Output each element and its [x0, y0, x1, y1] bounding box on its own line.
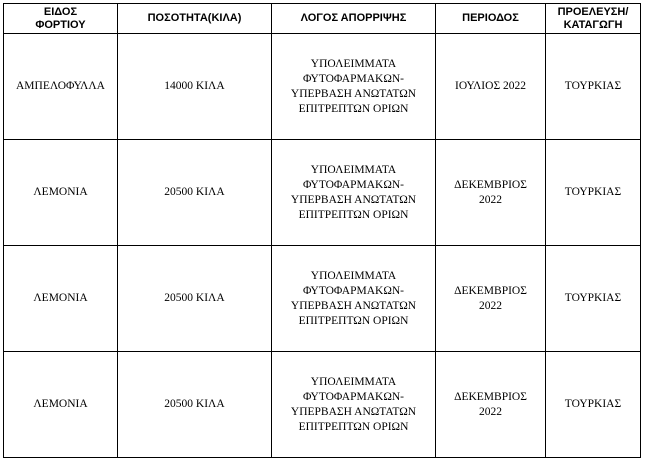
origin-cell: ΤΟΥΡΚΙΑΣ: [546, 352, 641, 458]
reason-line: ΥΠΟΛΕΙΜΜΑΤΑ: [310, 57, 397, 70]
header-origin-line2: ΚΑΤΑΓΩΓΗ: [563, 18, 623, 31]
reason-cell: [272, 246, 436, 352]
table-header: [4, 4, 641, 34]
header-product-line2: ΦΟΡΤΙΟΥ: [35, 18, 86, 31]
reason-line: ΕΠΙΤΡΕΠΤΩΝ ΟΡΙΩΝ: [298, 208, 409, 221]
period-cell: [436, 34, 546, 140]
origin-cell: ΤΟΥΡΚΙΑΣ: [546, 34, 641, 140]
table-row: [4, 246, 641, 352]
reason-line: ΥΠΕΡΒΑΣΗ ΑΝΩΤΑΤΩΝ: [290, 299, 417, 312]
header-product-line1: ΕΙΔΟΣ: [43, 5, 78, 18]
reason-line: ΥΠΟΛΕΙΜΜΑΤΑ: [310, 269, 397, 282]
reason-line: ΦΥΤΟΦΑΡΜΑΚΩΝ-: [302, 284, 405, 297]
origin-cell: ΤΟΥΡΚΙΑΣ: [546, 246, 641, 352]
reason-cell: [272, 352, 436, 458]
table-body: [4, 34, 641, 458]
period-cell: [436, 140, 546, 246]
quantity-cell: 20500 ΚΙΛΑ: [118, 246, 272, 352]
quantity-cell: 20500 ΚΙΛΑ: [118, 140, 272, 246]
header-quantity-line1: ΠΟΣΟΤΗΤΑ(ΚΙΛΑ): [147, 12, 242, 24]
header-product: [4, 4, 118, 34]
header-origin: [546, 4, 641, 34]
header-period: [436, 4, 546, 34]
reason-line: ΥΠΕΡΒΑΣΗ ΑΝΩΤΑΤΩΝ: [290, 193, 417, 206]
table-row: [4, 140, 641, 246]
period-cell: [436, 352, 546, 458]
table-row: [4, 352, 641, 458]
quantity-cell: 20500 ΚΙΛΑ: [118, 352, 272, 458]
product-cell: ΑΜΠΕΛΟΦΥΛΛΑ: [4, 34, 118, 140]
period-line: 2022: [479, 299, 502, 312]
reason-line: ΦΥΤΟΦΑΡΜΑΚΩΝ-: [302, 390, 405, 403]
reason-line: ΥΠΕΡΒΑΣΗ ΑΝΩΤΑΤΩΝ: [290, 87, 417, 100]
reason-cell: [272, 140, 436, 246]
period-line: ΔΕΚΕΜΒΡΙΟΣ: [454, 390, 527, 403]
product-cell: ΛΕΜΟΝΙΑ: [4, 352, 118, 458]
reason-line: ΥΠΕΡΒΑΣΗ ΑΝΩΤΑΤΩΝ: [290, 405, 417, 418]
header-quantity: [118, 4, 272, 34]
reason-line: ΦΥΤΟΦΑΡΜΑΚΩΝ-: [302, 72, 405, 85]
period-cell: [436, 246, 546, 352]
header-reason-line1: ΛΟΓΟΣ ΑΠΟΡΡΙΨΗΣ: [300, 12, 407, 24]
period-line: ΔΕΚΕΜΒΡΙΟΣ: [454, 178, 527, 191]
period-line: ΙΟΥΛΙΟΣ 2022: [454, 80, 527, 92]
product-cell: ΛΕΜΟΝΙΑ: [4, 140, 118, 246]
reason-line: ΕΠΙΤΡΕΠΤΩΝ ΟΡΙΩΝ: [298, 102, 409, 115]
header-row: [4, 4, 641, 34]
period-line: ΔΕΚΕΜΒΡΙΟΣ: [454, 284, 527, 297]
header-reason: [272, 4, 436, 34]
reason-line: ΕΠΙΤΡΕΠΤΩΝ ΟΡΙΩΝ: [298, 314, 409, 327]
quantity-cell: 14000 ΚΙΛΑ: [118, 34, 272, 140]
period-line: 2022: [479, 405, 502, 418]
reason-line: ΦΥΤΟΦΑΡΜΑΚΩΝ-: [302, 178, 405, 191]
rejections-table: [3, 3, 641, 458]
period-line: 2022: [479, 193, 502, 206]
reason-line: ΥΠΟΛΕΙΜΜΑΤΑ: [310, 163, 397, 176]
reason-line: ΥΠΟΛΕΙΜΜΑΤΑ: [310, 375, 397, 388]
reason-line: ΕΠΙΤΡΕΠΤΩΝ ΟΡΙΩΝ: [298, 420, 409, 433]
header-origin-line1: ΠΡΟΕΛΕΥΣΗ/: [557, 5, 629, 18]
reason-cell: [272, 34, 436, 140]
table-row: [4, 34, 641, 140]
header-period-line1: ΠΕΡΙΟΔΟΣ: [462, 12, 519, 24]
origin-cell: ΤΟΥΡΚΙΑΣ: [546, 140, 641, 246]
product-cell: ΛΕΜΟΝΙΑ: [4, 246, 118, 352]
